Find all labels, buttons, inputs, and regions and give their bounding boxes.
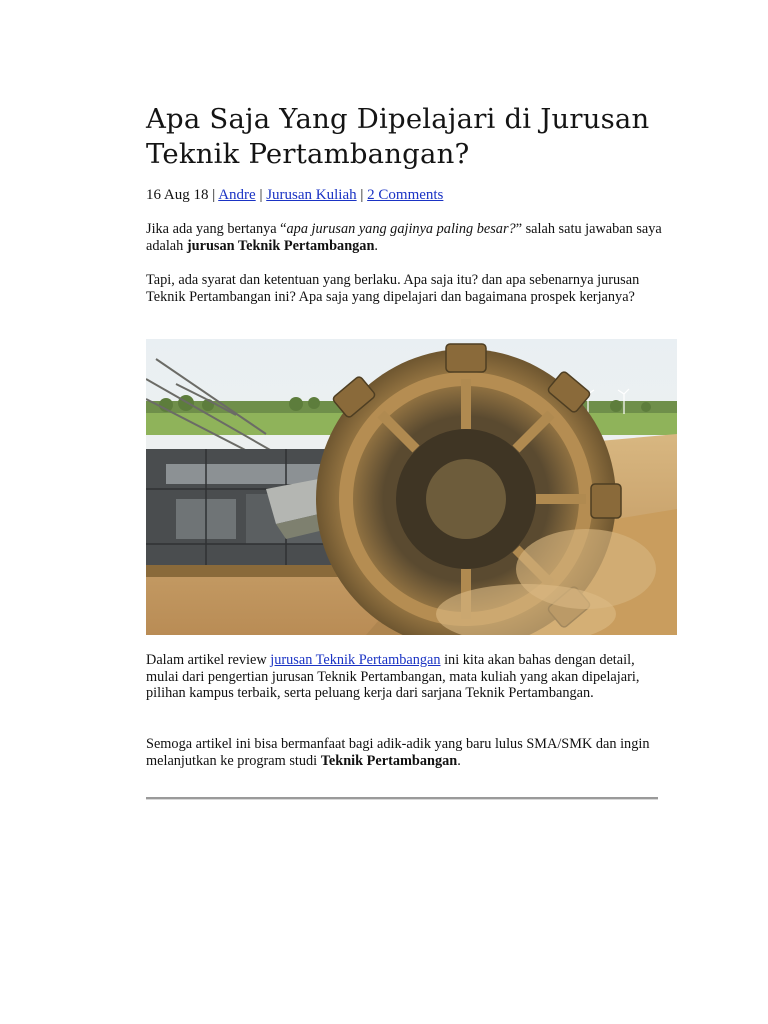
post-date: 16 Aug 18: [146, 187, 209, 203]
meta-separator: |: [356, 187, 368, 203]
question-quote: apa jurusan yang gajinya paling besar?: [286, 221, 516, 237]
text-run: Semoga artikel ini bisa bermanfaat bagi adik-adik yang baru lulus SMA/SMK dan ingin melanjutkan ke program studi: [146, 736, 650, 769]
bold-text: Teknik Pertambangan: [320, 752, 458, 769]
text-run: Jika ada yang bertanya “: [146, 221, 287, 237]
text-run: .: [457, 752, 461, 769]
comments-link[interactable]: 2 Comments: [367, 187, 444, 203]
category-link[interactable]: Jurusan Kuliah: [266, 187, 357, 203]
text-run: ini kita akan bahas dengan detail, mulai dari pengertian jurusan Teknik Pertambangan, mata kuliah yang akan dipelajari, pilihan kampus terbaik, serta peluang kerja dari sarjana Teknik Pertambangan.: [146, 652, 640, 702]
article-title: Apa Saja Yang Dipelajari di Jurusan Teknik Pertambangan?: [146, 103, 650, 170]
author-link[interactable]: Andre: [218, 187, 256, 203]
intro-paragraph: [146, 221, 666, 254]
teknik-pertambangan-link[interactable]: jurusan Teknik Pertambangan: [270, 652, 441, 668]
closing-paragraph: [146, 736, 666, 769]
article-meta: [146, 186, 443, 205]
bucket-wheel-excavator-image: [146, 339, 677, 635]
section-divider: [146, 797, 658, 800]
text-run: Dalam artikel review: [146, 652, 271, 668]
review-paragraph: [146, 652, 666, 702]
text-run: .: [374, 237, 378, 254]
second-paragraph: Tapi, ada syarat dan ketentuan yang berlaku. Apa saja itu? dan apa sebenarnya jurusan Teknik Pertambangan ini? Apa saja yang dipelajari dan bagaimana prospek kerjanya?: [146, 272, 640, 305]
text-run: ” salah satu jawaban saya adalah: [146, 221, 662, 254]
bold-text: jurusan Teknik Pertambangan: [186, 237, 375, 254]
meta-separator: |: [208, 187, 219, 203]
meta-separator: |: [255, 187, 267, 203]
